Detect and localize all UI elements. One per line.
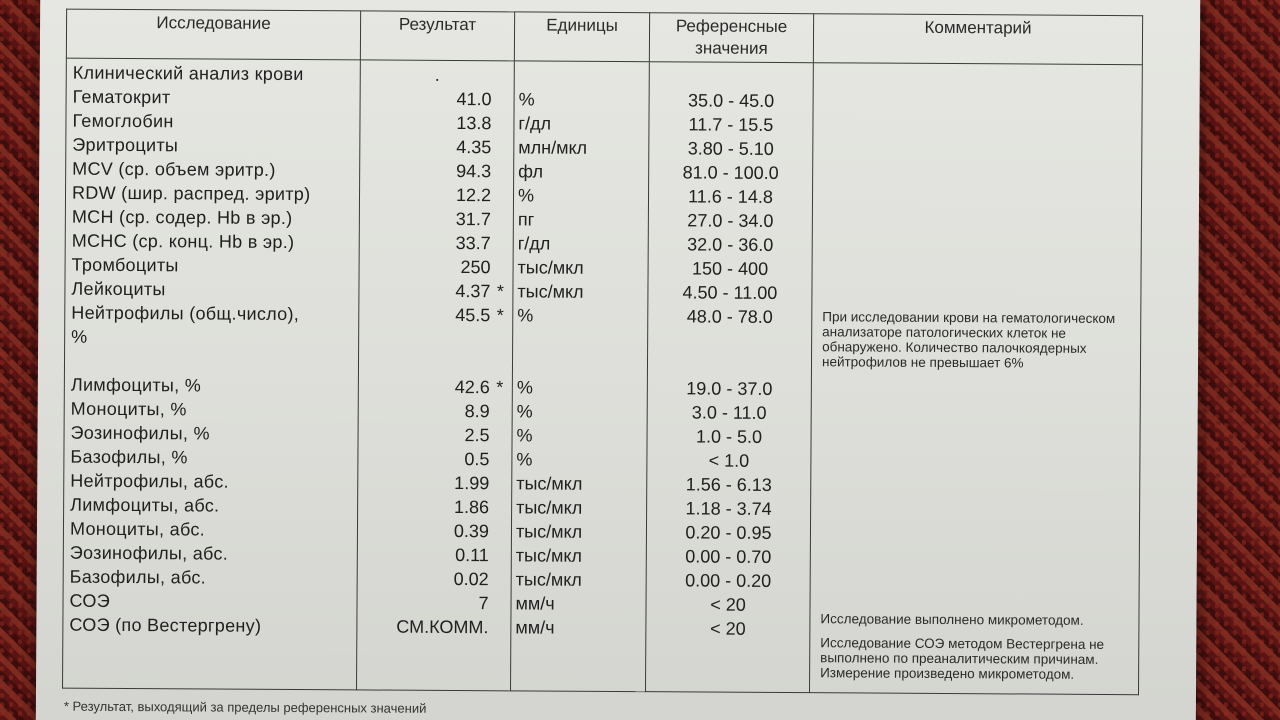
row-units: млн/мкл: [518, 137, 588, 158]
row-reference: 3.0 - 11.0: [691, 402, 767, 423]
lab-report-paper: [36, 0, 1200, 720]
header-units: Единицы: [514, 12, 649, 62]
comment-neutrophils: При исследовании крови на гематологическом анализаторе патологических клеток не обнаружено. Количество палочкоядерных нейтрофилов не превышает 6%: [821, 309, 1116, 371]
name-column: [63, 58, 361, 690]
row-result-value: 4.35: [456, 137, 492, 158]
row-result-value: 0.5: [464, 449, 490, 470]
comment-column: [809, 63, 1142, 695]
row-name: Моноциты, абс.: [69, 518, 206, 540]
row-result: [364, 134, 509, 159]
units-column: [511, 61, 650, 692]
row-name: Нейтрофилы (общ.число),: [71, 302, 300, 325]
report-header-strip: [100, 0, 720, 1]
row-result-value: 12.2: [455, 185, 492, 206]
row-name: RDW (шир. распред. эритр): [71, 182, 311, 205]
row-name: Эозинофилы, %: [70, 422, 210, 444]
row-units: тыс/мкл: [515, 569, 582, 590]
row-name: СОЭ (по Вестергрену): [69, 614, 262, 636]
row-name: Базофилы, %: [70, 446, 188, 468]
row-units: %: [516, 425, 533, 446]
row-reference: 32.0 - 36.0: [687, 234, 774, 255]
row-reference: < 20: [710, 618, 746, 639]
row-result-value: 0.02: [453, 569, 489, 590]
row-name: Нейтрофилы, абс.: [70, 470, 229, 492]
result-column: [357, 60, 515, 691]
comment-esr: Исследование выполнено микрометодом.: [820, 611, 1084, 628]
row-units: %: [517, 305, 534, 326]
table-body-row: [63, 58, 1143, 695]
spacer: [69, 349, 354, 375]
reference-column: [645, 62, 813, 693]
row-result: [361, 614, 506, 639]
row-name: Эозинофилы, абс.: [69, 542, 229, 564]
header-result: Результат: [360, 11, 514, 61]
row-reference: 0.20 - 0.95: [685, 522, 772, 543]
section-marker: .: [434, 64, 440, 85]
row-reference: < 1.0: [708, 450, 750, 471]
row-result-value: 31.7: [455, 209, 491, 230]
row-name: MCHC (ср. конц. Hb в эр.): [71, 230, 295, 253]
row-reference: 35.0 - 45.0: [688, 90, 775, 111]
row-result: [363, 278, 508, 303]
row-units: фл: [518, 161, 544, 182]
row-name: Лейкоциты: [71, 278, 166, 300]
row-result: [364, 158, 509, 183]
row-result-value: 42.6: [454, 377, 490, 398]
spacer: [654, 64, 809, 89]
row-result-value: 7: [478, 593, 489, 614]
row-name: Лимфоциты, %: [70, 374, 202, 396]
row-name: Лимфоциты, абс.: [70, 494, 220, 516]
row-reference: 11.7 - 15.5: [688, 114, 774, 135]
spacer: [517, 351, 643, 376]
row-result: [363, 374, 508, 399]
row-result-value: 45.5: [455, 305, 491, 326]
row-result: [363, 398, 508, 423]
header-name: Исследование: [66, 9, 360, 60]
section-title: Клинический анализ крови: [72, 62, 304, 85]
spacer: [519, 63, 645, 88]
row-name-continued: %: [71, 326, 88, 347]
row-units: тыс/мкл: [515, 521, 583, 542]
row-result-value: 0.11: [455, 545, 489, 566]
row-result-value: 2.5: [464, 425, 490, 446]
row-result: [362, 422, 507, 447]
row-reference: 4.50 - 11.00: [682, 282, 778, 303]
row-name: MCH (ср. содер. Hb в эр.): [71, 206, 293, 229]
row-units: тыс/мкл: [517, 281, 584, 302]
row-reference: 3.80 - 5.10: [687, 138, 774, 159]
row-result: [362, 542, 507, 567]
blood-test-table: [62, 9, 1143, 696]
row-result: [364, 182, 509, 207]
spacer: [363, 326, 508, 351]
row-name: Эритроциты: [72, 134, 179, 156]
spacer: [363, 350, 508, 375]
row-result: [365, 86, 510, 111]
row-name: Базофилы, абс.: [69, 566, 207, 588]
row-result: [361, 590, 506, 615]
footnote: * Результат, выходящий за пределы референсных значений: [63, 698, 427, 716]
comment-esr-westergren: Исследование СОЭ методом Вестергрена не выполнено по преаналитическим причинам. Измерение произведено микрометодом.: [820, 635, 1105, 682]
out-of-range-flag: *: [496, 281, 505, 302]
row-result-value: 94.3: [456, 161, 492, 182]
row-reference: 0.00 - 0.20: [685, 570, 772, 591]
row-reference: 81.0 - 100.0: [682, 162, 779, 183]
row-reference: 1.0 - 5.0: [695, 426, 763, 447]
row-reference: 11.6 - 14.8: [688, 186, 773, 207]
row-name: Моноциты, %: [70, 398, 187, 420]
row-result: [362, 566, 507, 591]
row-result: [363, 302, 508, 327]
row-result: [364, 110, 509, 135]
row-result-value: 1.99: [454, 473, 490, 494]
row-result: [362, 446, 507, 471]
row-result-value: 33.7: [455, 233, 491, 254]
row-name: Гемоглобин: [72, 110, 174, 132]
row-result-value: 1.86: [454, 497, 490, 518]
row-units: мм/ч: [515, 617, 555, 638]
table-header-row: [66, 9, 1142, 65]
row-units: г/дл: [518, 113, 552, 134]
row-reference: 48.0 - 78.0: [686, 306, 773, 327]
row-name: Гематокрит: [72, 86, 171, 108]
row-result: [362, 470, 507, 495]
row-result-value: 4.37: [455, 281, 491, 302]
spacer: [517, 327, 643, 352]
row-result: [364, 254, 509, 279]
row-units: %: [516, 377, 533, 398]
spacer: [652, 328, 807, 353]
row-result-value: СМ.КОММ.: [396, 616, 489, 638]
row-units: тыс/мкл: [516, 473, 583, 494]
row-result-value: 250: [460, 257, 491, 278]
row-units: пг: [517, 209, 535, 230]
spacer: [652, 352, 807, 377]
row-units: %: [516, 401, 533, 422]
row-reference: 27.0 - 34.0: [687, 210, 774, 231]
row-units: мм/ч: [515, 593, 555, 614]
row-units: тыс/мкл: [517, 257, 584, 278]
row-reference: < 20: [710, 594, 746, 615]
row-reference: 1.56 - 6.13: [685, 474, 772, 495]
row-reference: 19.0 - 37.0: [686, 378, 773, 399]
row-name: СОЭ: [69, 590, 111, 611]
row-result-value: 41.0: [456, 89, 492, 110]
row-result: [362, 518, 507, 543]
row-result-value: 0.39: [453, 521, 490, 542]
row-units: %: [516, 449, 533, 470]
header-comment: Комментарий: [813, 14, 1142, 65]
header-reference: Референсные значения: [649, 13, 813, 63]
row-reference: 150 - 400: [691, 258, 769, 279]
row-name: MCV (ср. объем эритр.): [72, 158, 276, 180]
row-reference: 0.00 - 0.70: [685, 546, 772, 567]
row-result: [362, 494, 507, 519]
out-of-range-flag: *: [496, 377, 504, 398]
row-units: тыс/мкл: [516, 497, 583, 518]
out-of-range-flag: *: [496, 305, 504, 326]
row-result-value: 8.9: [464, 401, 490, 422]
row-reference: 1.18 - 3.74: [685, 498, 772, 519]
row-result-value: 13.8: [456, 113, 492, 134]
row-units: %: [517, 185, 535, 206]
row-result: [364, 230, 509, 255]
row-result: [364, 206, 509, 231]
row-units: г/дл: [517, 233, 551, 254]
row-name: Тромбоциты: [71, 254, 179, 276]
row-units: тыс/мкл: [515, 545, 583, 566]
row-units: %: [518, 89, 535, 110]
